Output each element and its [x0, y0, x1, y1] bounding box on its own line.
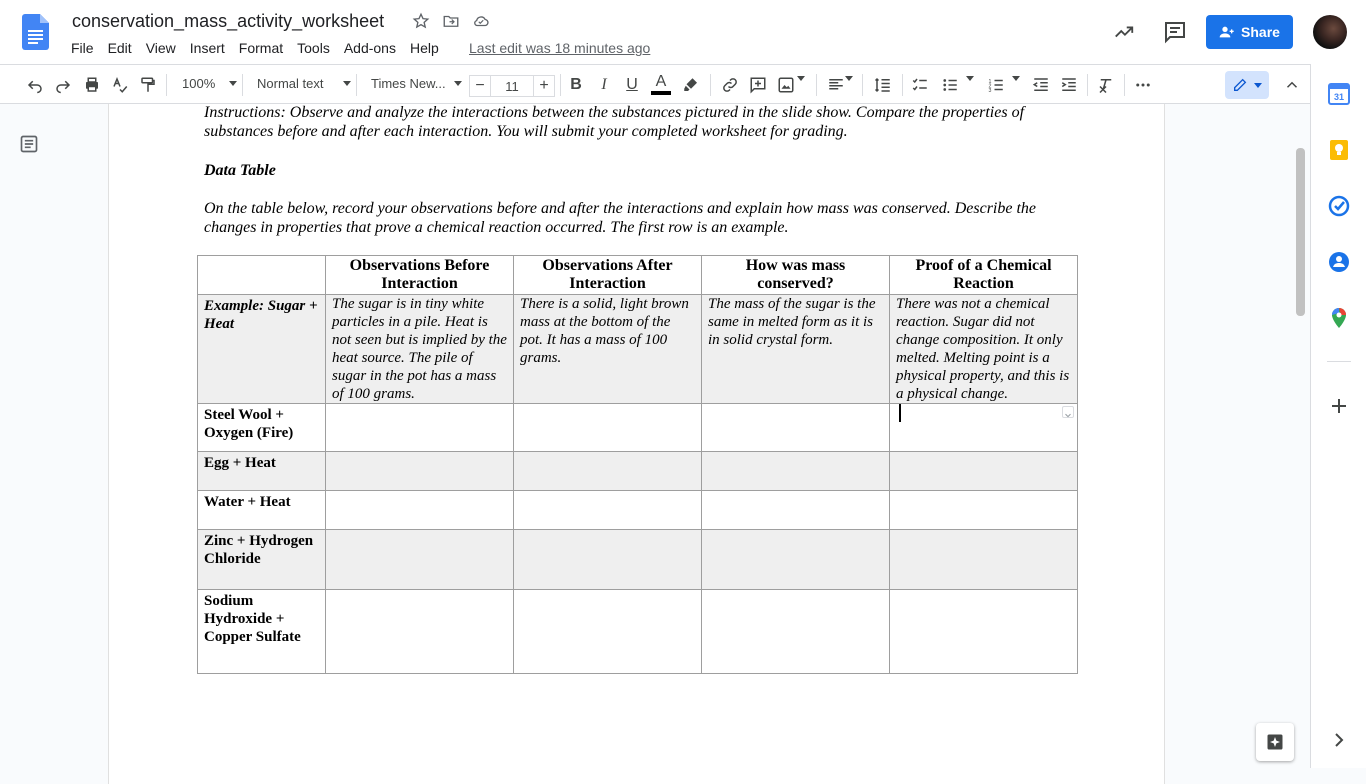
svg-text:3: 3 — [988, 87, 992, 94]
cell-after[interactable]: There is a solid, light brown mass at the bottom of the pot. It has a mass of 100 grams. — [514, 295, 702, 404]
align-left-icon[interactable] — [826, 75, 846, 95]
calendar-icon[interactable] — [1327, 82, 1351, 106]
bold-icon[interactable]: B — [570, 76, 582, 93]
document-title[interactable]: conservation_mass_activity_worksheet — [72, 11, 385, 31]
table-intro-paragraph[interactable]: On the table below, record your observations before and after the interactions and explain how mass was conserved. Describe the changes in properties that prove a chemical reaction occurred. The first row is an example. — [204, 200, 1037, 236]
more-options-icon[interactable] — [1133, 75, 1153, 95]
comment-history-icon[interactable] — [1163, 20, 1187, 44]
checklist-icon[interactable] — [910, 75, 930, 95]
explore-star-icon — [1265, 732, 1285, 752]
header-cell-empty[interactable] — [198, 256, 326, 295]
svg-text:31: 31 — [1334, 92, 1345, 102]
header-mass-conserved[interactable]: How was mass conserved? — [702, 256, 890, 295]
share-person-icon — [1219, 24, 1235, 40]
insert-link-icon[interactable] — [720, 75, 740, 95]
highlight-icon[interactable] — [681, 75, 701, 95]
cell-before[interactable]: The sugar is in tiny white particles in a pile. Heat is not seen but is implied by the heat source. The pile of sugar in the pot has a mass of 100 grams. — [326, 295, 514, 404]
formatting-toolbar — [0, 64, 1310, 104]
text-color-icon[interactable]: A — [651, 75, 671, 95]
menu-file[interactable]: File — [71, 40, 94, 56]
menu-view[interactable]: View — [145, 40, 176, 56]
font-size-control — [469, 75, 555, 97]
hide-menus-chevron-icon[interactable] — [1282, 75, 1302, 95]
font-select[interactable] — [371, 76, 462, 91]
row-label[interactable]: Example: Sugar + Heat — [198, 295, 326, 404]
table-row — [198, 295, 1078, 404]
explore-assist-button[interactable] — [1256, 723, 1294, 761]
get-add-ons-plus-icon[interactable] — [1327, 394, 1351, 418]
zoom-select[interactable] — [182, 76, 237, 91]
cell-before[interactable] — [326, 530, 514, 590]
style-select[interactable] — [257, 76, 351, 91]
clear-formatting-icon[interactable] — [1096, 75, 1116, 95]
cell-after[interactable] — [514, 404, 702, 452]
table-row — [198, 452, 1078, 491]
activity-dashboard-icon[interactable] — [1113, 21, 1135, 43]
menu-edit[interactable]: Edit — [107, 40, 132, 56]
insert-image-icon[interactable] — [776, 75, 796, 95]
redo-icon[interactable] — [53, 75, 73, 95]
spellcheck-icon[interactable] — [110, 75, 130, 95]
svg-text:2: 2 — [988, 83, 992, 90]
zoom-value: 100% — [182, 76, 216, 91]
cell-mass[interactable] — [702, 530, 890, 590]
cloud-saved-icon[interactable] — [472, 12, 490, 30]
italic-icon[interactable]: I — [601, 76, 607, 93]
last-edit-link[interactable]: Last edit was 18 minutes ago — [469, 40, 651, 56]
docs-logo-icon[interactable] — [22, 14, 49, 50]
cell-proof[interactable] — [890, 491, 1078, 530]
table-header-row — [198, 256, 1078, 295]
tasks-icon[interactable] — [1327, 194, 1351, 218]
data-table — [197, 255, 1078, 674]
menu-format[interactable]: Format — [238, 40, 284, 56]
font-size-increase-button[interactable]: + — [533, 75, 555, 97]
side-panel-divider — [1327, 361, 1351, 362]
header-proof-reaction[interactable]: Proof of a Chemical Reaction — [890, 256, 1078, 295]
cell-mass[interactable] — [702, 404, 890, 452]
pencil-icon — [1232, 77, 1248, 93]
menu-bar — [64, 38, 446, 58]
paint-format-icon[interactable] — [138, 75, 158, 95]
header-observations-before[interactable]: Observations Before Interaction — [326, 256, 514, 295]
cell-proof[interactable]: There was not a chemical reaction. Sugar did not change composition. It only melted. Melting point is a physical property, and this is a physical change. — [890, 295, 1078, 404]
contacts-icon[interactable] — [1327, 250, 1351, 274]
cell-mass[interactable] — [702, 590, 890, 674]
cell-before[interactable] — [326, 452, 514, 491]
title-icons — [412, 12, 490, 30]
app-header — [0, 0, 1366, 64]
star-icon[interactable] — [412, 12, 430, 30]
numbered-list-icon[interactable] — [986, 75, 1006, 95]
row-label[interactable]: Steel Wool + Oxygen (Fire) — [198, 404, 326, 452]
svg-text:1: 1 — [988, 78, 992, 85]
instructions-paragraph[interactable]: Instructions: Observe and analyze the interactions between the substances pictured in the slide show. Compare the properties of substances before and after each interaction. You will submit your completed worksheet for grading. — [204, 104, 1025, 140]
font-size-decrease-button[interactable]: − — [469, 75, 491, 97]
menu-insert[interactable]: Insert — [189, 40, 225, 56]
share-label: Share — [1241, 24, 1280, 40]
cell-proof[interactable] — [890, 590, 1078, 674]
expand-side-panel-chevron-icon[interactable] — [1327, 728, 1351, 752]
cell-after[interactable] — [514, 452, 702, 491]
cell-mass[interactable] — [702, 452, 890, 491]
add-comment-icon[interactable] — [748, 75, 768, 95]
print-icon[interactable] — [82, 75, 102, 95]
cell-before[interactable] — [326, 404, 514, 452]
align-options-caret[interactable] — [845, 76, 853, 81]
decrease-indent-icon[interactable] — [1031, 75, 1051, 95]
row-label[interactable]: Zinc + Hydrogen Chloride — [198, 530, 326, 590]
row-label[interactable]: Egg + Heat — [198, 452, 326, 491]
cell-after[interactable] — [514, 491, 702, 530]
menu-add-ons[interactable]: Add-ons — [343, 40, 396, 56]
side-panel — [1310, 64, 1366, 768]
data-table-heading[interactable]: Data Table — [204, 162, 276, 179]
underline-icon[interactable]: U — [626, 76, 638, 93]
move-folder-icon[interactable] — [442, 12, 460, 30]
cell-proof[interactable] — [890, 530, 1078, 590]
keep-icon[interactable] — [1327, 138, 1351, 162]
account-avatar[interactable] — [1313, 15, 1347, 49]
font-value: Times New... — [371, 76, 446, 91]
line-spacing-icon[interactable] — [873, 75, 893, 95]
cell-before[interactable] — [326, 590, 514, 674]
cell-after[interactable] — [514, 530, 702, 590]
cell-proof[interactable] — [890, 404, 1078, 452]
text-cursor — [899, 404, 901, 422]
maps-icon[interactable] — [1327, 306, 1351, 330]
cell-after[interactable] — [514, 590, 702, 674]
document-outline-icon[interactable] — [19, 134, 39, 154]
cell-mass[interactable] — [702, 491, 890, 530]
cell-mass[interactable]: The mass of the sugar is the same in melted form as it is in solid crystal form. — [702, 295, 890, 404]
table-cell-menu-icon[interactable] — [1062, 406, 1074, 418]
row-label[interactable]: Sodium Hydroxide + Copper Sulfate — [198, 590, 326, 674]
image-options-caret[interactable] — [795, 76, 805, 81]
number-options-caret[interactable] — [1006, 76, 1020, 81]
cell-before[interactable] — [326, 491, 514, 530]
style-value: Normal text — [257, 76, 324, 91]
share-button[interactable] — [1206, 15, 1293, 49]
table-row — [198, 590, 1078, 674]
header-observations-after[interactable]: Observations After Interaction — [514, 256, 702, 295]
document-scrollbar[interactable] — [1296, 148, 1305, 316]
table-row — [198, 530, 1078, 590]
table-row — [198, 491, 1078, 530]
font-size-input[interactable]: 11 — [491, 75, 533, 97]
cell-proof[interactable] — [890, 452, 1078, 491]
editing-mode-button[interactable] — [1225, 71, 1269, 99]
bulleted-list-icon[interactable] — [940, 75, 960, 95]
menu-tools[interactable]: Tools — [297, 40, 330, 56]
bullet-options-caret[interactable] — [960, 76, 974, 81]
increase-indent-icon[interactable] — [1059, 75, 1079, 95]
undo-icon[interactable] — [25, 75, 45, 95]
table-row — [198, 404, 1078, 452]
menu-help[interactable]: Help — [409, 40, 439, 56]
row-label[interactable]: Water + Heat — [198, 491, 326, 530]
